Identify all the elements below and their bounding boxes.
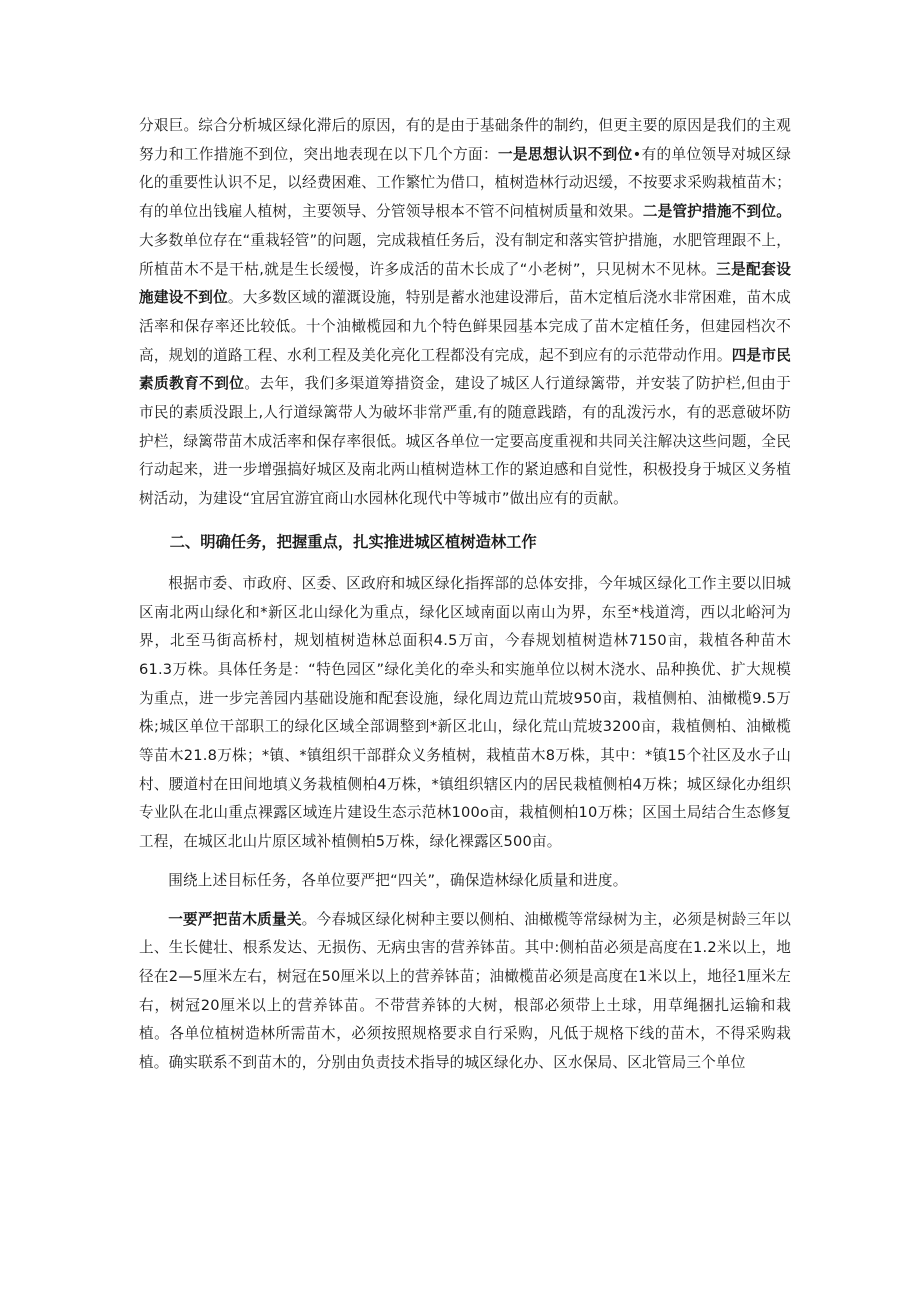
bold-point-1: 一是思想认识不到位 <box>497 145 633 163</box>
paragraph-causes <box>139 112 791 514</box>
text: •有的单位领导对城区绿化的重要性认识不足，以经费困难、工作繁忙为借口，植树造林行动迟缓，不按要求采购栽植苗木；有的单位出钱雇人植树，主要领导、分管领导根本不管不问植树质量和效果。 <box>139 145 791 221</box>
paragraph-four-checks: 围绕上述目标任务，各单位要严把“四关”，确保造林绿化质量和进度。 <box>168 871 628 889</box>
text: 。今春城区绿化树种主要以侧柏、油橄榄等常绿树为主，必须是树龄三年以上、生长健壮、根系发达、无损伤、无病虫害的营养钵苗。其中:侧柏苗必须是高度在1.2米以上，地径在2—5厘米左右，树冠在50厘米以上的营养钵苗；油橄榄苗必须是高度在1米以上，地径1厘米左右，树冠20厘米以上的营养钵苗。不带营养钵的大树，根部必须带上土球，用草绳捆扎运输和栽植。各单位植树造林所需苗木，必须按照规格要求自行采购，凡低于规格下线的苗木，不得采购栽植。确实联系不到苗木的，分别由负责技术指导的城区绿化办、区水保局、区北管局三个单位 <box>139 910 791 1072</box>
paragraph-seedling-quality <box>139 906 791 1078</box>
bold-point-4: 四是市民素质教育不到位 <box>139 346 791 393</box>
paragraph-tasks: 根据市委、市政府、区委、区政府和城区绿化指挥部的总体安排，今年城区绿化工作主要以旧城区南北两山绿化和*新区北山绿化为重点，绿化区域南面以南山为界，东至*栈道湾，西以北峪河为界，北至马街高桥村，规划植树造林总面积4.5万亩，今春规划植树造林7150亩，栽植各种苗木61.3万株。具体任务是：“特色园区”绿化美化的牵头和实施单位以树木浇水、品种换优、扩大规模为重点，进一步完善园内基础设施和配套设施，绿化周边荒山荒坡950亩，栽植侧柏、油橄榄9.5万株;城区单位干部职工的绿化区域全部调整到*新区北山，绿化荒山荒坡3200亩，栽植侧柏、油橄榄等苗木21.8万株；*镇、*镇组织干部群众义务植树，栽植苗木8万株，其中：*镇15个社区及水子山村、腰道村在田间地填义务栽植侧柏4万株，*镇组织辖区内的居民栽植侧柏4万株；城区绿化办组织专业队在北山重点裸露区域连片建设生态示范林100o亩，栽植侧柏10万株；区国土局结合生态修复工程，在城区北山片原区域补植侧柏5万株，绿化裸露区500亩。 <box>139 574 791 851</box>
text: 分艰巨。综合分析城区绿化滞后的原因，有的是由于基础条件的制约，但更主要的原因是我们的主观努力和工作措施不到位，突出地表现在以下几个方面： <box>139 117 791 163</box>
bold-point-seedling: 一要严把苗木质量关 <box>168 910 302 928</box>
document-page <box>139 112 791 1078</box>
bold-point-2: 二是管护措施不到位。 <box>642 203 791 221</box>
bold-point-3: 三是配套设施建设不到位 <box>139 260 791 307</box>
text: 。去年，我们多渠道筹措资金，建设了城区人行道绿篱带，并安装了防护栏,但由于市民的素质没跟上,人行道绿篱带人为破坏非常严重,有的随意践踏，有的乱泼污水，有的恶意破坏防护栏，绿篱带苗木成活率和保存率很低。城区各单位一定要高度重视和共同关注解决这些问题，全民行动起来，进一步增强搞好城区及南北两山植树造林工作的紧迫感和自觉性，积极投身于城区义务植树活动，为建设“宜居宜游宜商山水园林化现代中等城市”做出应有的贡献。 <box>139 375 791 508</box>
section-heading: 二、明确任务，把握重点，扎实推进城区植树造林工作 <box>169 532 537 551</box>
text: 。大多数区域的灌溉设施，特别是蓄水池建设滞后，苗木定植后浇水非常困难，苗木成活率和保存率还比较低。十个油橄榄园和九个特色鲜果园基本完成了苗木定植任务，但建园档次不高，规划的道路工程、水利工程及美化亮化工程都没有完成，起不到应有的示范带动作用。 <box>139 289 792 364</box>
text: 大多数单位存在“重栽轻管”的问题，完成栽植任务后，没有制定和落实管护措施，水肥管理跟不上，所植苗木不是干枯,就是生长缓慢，许多成活的苗木长成了“小老树”，只见树木不见林。 <box>139 231 791 278</box>
